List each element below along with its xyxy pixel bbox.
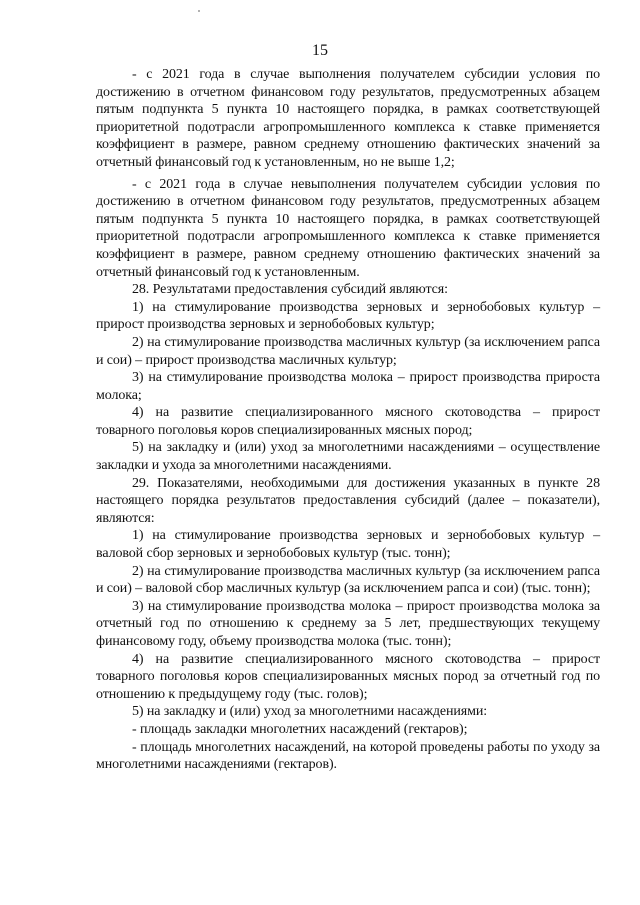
paragraph-coefficient-met: - с 2021 года в случае выполнения получателем субсидии условия по достижению в отчетном финансовом году результатов, предусмотренных абзацем пятым подпункта 5 пункта 10 настоящего порядка, в рамках соответствующей приоритетной подотрасли агропромышленного комплекса к ставке применяется коэффициент в размере, равном среднему отношению фактических значений за отчетный финансовый год к установленным, но не выше 1,2; (96, 67, 600, 170)
document-body (96, 66, 600, 774)
paragraph-result-oilseed: 2) на стимулирование производства масличных культур (за исключением рапса и сои) – прирост производства масличных культур; (96, 334, 600, 368)
paragraph-result-perennial: 5) на закладку и (или) уход за многолетними насаждениями – осуществление закладки и ухода за многолетними насаждениями. (96, 440, 600, 474)
scan-speck (198, 10, 200, 12)
paragraph-coefficient-not-met: - с 2021 года в случае невыполнения получателем субсидии условия по достижению в отчетном финансовом году результатов, предусмотренных абзацем пятым подпункта 5 пункта 10 настоящего порядка, в рамках соответствующей приоритетной подотрасли агропромышленного комплекса к ставке применяется коэффициент в размере, равном среднему отношению фактических значений за отчетный финансовый год к установленным. (96, 176, 600, 280)
paragraph-indicator-oilseed: 2) на стимулирование производства масличных культур (за исключением рапса и сои) – валовой сбор масличных культур (за исключением рапса и сои) (тыс. тонн); (96, 563, 600, 597)
paragraph-indicator-perennial: 5) на закладку и (или) уход за многолетними насаждениями: (132, 704, 488, 720)
paragraph-results-heading: 28. Результатами предоставления субсидий являются: (132, 282, 448, 298)
paragraph-result-milk: 3) на стимулирование производства молока – прирост производства прироста молока; (96, 370, 600, 403)
paragraph-indicators-heading: 29. Показателями, необходимыми для достижения указанных в пункте 28 настоящего порядка результатов предоставления субсидий (далее – показатели), являются: (96, 475, 600, 526)
paragraph-result-grain: 1) на стимулирование производства зерновых и зернобобовых культур – прирост производства зерновых и зернобобовых культур; (96, 299, 600, 333)
paragraph-indicator-planting-area: - площадь закладки многолетних насаждений (гектаров); (132, 721, 468, 737)
paragraph-result-beef-cattle: 4) на развитие специализированного мясного скотоводства – прирост товарного поголовья коров специализированных мясных пород; (96, 405, 600, 438)
paragraph-indicator-grain: 1) на стимулирование производства зерновых и зернобобовых культур – валовой сбор зерновых и зернобобовых культур (тыс. тонн); (96, 528, 600, 562)
paragraph-indicator-beef-cattle: 4) на развитие специализированного мясного скотоводства – прирост товарного поголовья коров специализированных мясных пород за отчетный год по отношению к предыдущему году (тыс. голов); (96, 651, 600, 702)
paragraph-indicator-care-area: - площадь многолетних насаждений, на которой проведены работы по уходу за многолетними насаждениями (гектаров). (96, 739, 600, 773)
paragraph-indicator-milk: 3) на стимулирование производства молока – прирост производства молока за отчетный год по отношению к среднему за 5 лет, предшествующих текущему финансовому году, объему производства молока (тыс. тонн); (96, 598, 600, 649)
page-number: 15 (312, 42, 328, 59)
